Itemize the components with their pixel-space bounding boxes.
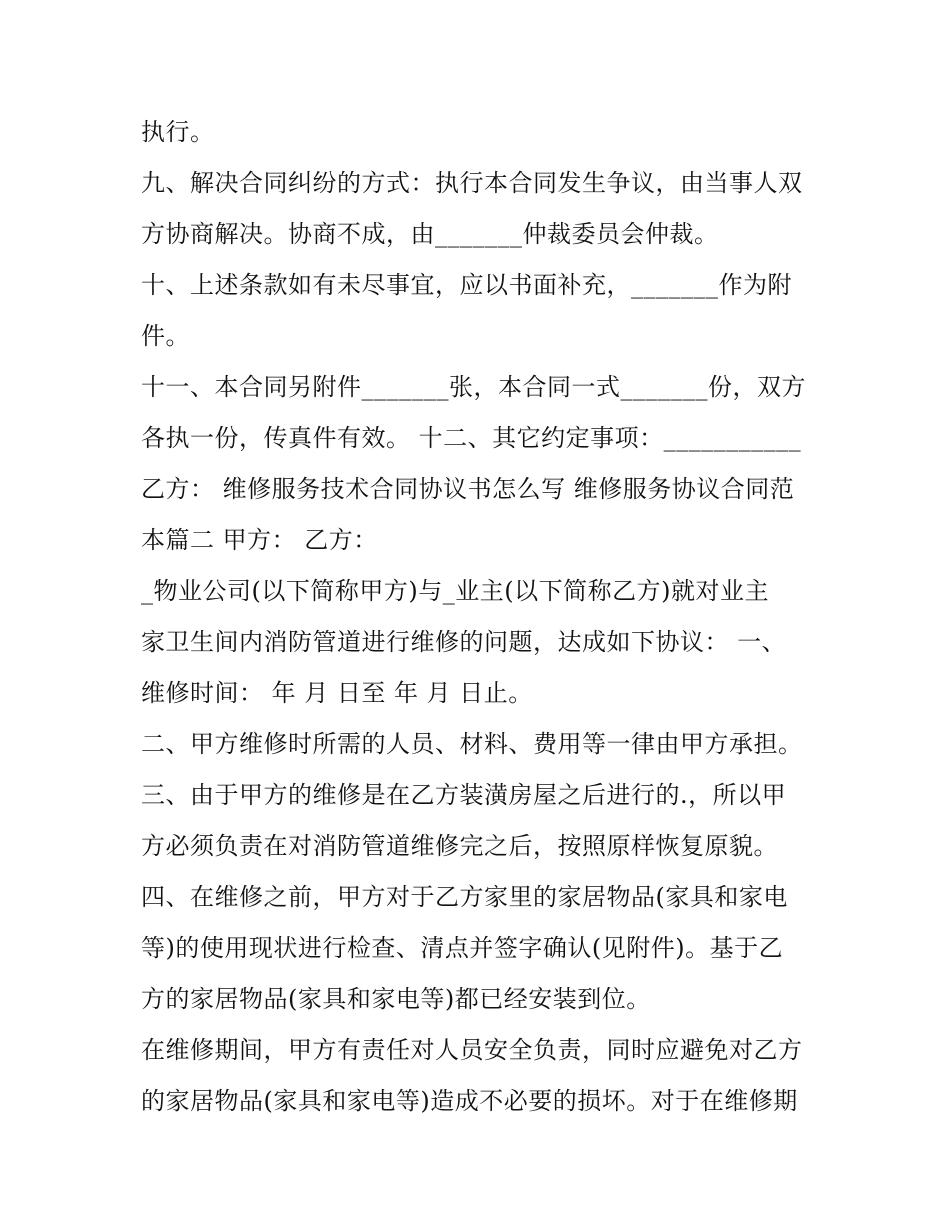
text-line: 家卫生间内消防管道进行维修的问题，达成如下协议： 一、: [141, 628, 787, 656]
text-line: 在维修期间，甲方有责任对人员安全负责，同时应避免对乙方: [141, 1036, 803, 1064]
document-body: [141, 107, 821, 1127]
text-line: 本篇二 甲方： 乙方：: [141, 526, 378, 554]
text-line: 维修时间： 年 月 日至 年 月 日止。: [141, 679, 533, 707]
text-line: 方的家居物品(家具和家电等)都已经安装到位。: [141, 985, 651, 1013]
text-line: 等)的使用现状进行检查、清点并签字确认(见附件)。基于乙: [141, 934, 784, 962]
text-line: 的家居物品(家具和家电等)造成不必要的损坏。对于在维修期: [141, 1087, 798, 1115]
text-line: 四、在维修之前，甲方对于乙方家里的家居物品(家具和家电: [141, 883, 788, 911]
text-line: 三、由于甲方的维修是在乙方装潢房屋之后进行的.，所以甲: [141, 781, 787, 809]
text-line: 二、甲方维修时所需的人员、材料、费用等一律由甲方承担。: [141, 730, 803, 758]
text-line: 十、上述条款如有未尽事宜，应以书面补充，_______作为附: [141, 271, 792, 299]
text-line: _物业公司(以下简称甲方)与_业主(以下简称乙方)就对业主: [141, 577, 769, 605]
text-line: 十一、本合同另附件_______张，本合同一式_______份，双方: [141, 373, 806, 401]
text-line: 执行。: [141, 118, 215, 146]
text-line: 方协商解决。协商不成，由_______仲裁委员会仲裁。: [141, 220, 719, 248]
text-line: 方必须负责在对消防管道维修完之后，按照原样恢复原貌。: [141, 832, 778, 860]
text-line: 件。: [141, 322, 190, 350]
text-line: 各执一份，传真件有效。 十二、其它约定事项：___________: [141, 424, 802, 452]
text-line: 九、解决合同纠纷的方式：执行本合同发生争议，由当事人双: [141, 169, 803, 197]
text-line: 乙方： 维修服务技术合同协议书怎么写 维修服务协议合同范: [141, 475, 795, 503]
